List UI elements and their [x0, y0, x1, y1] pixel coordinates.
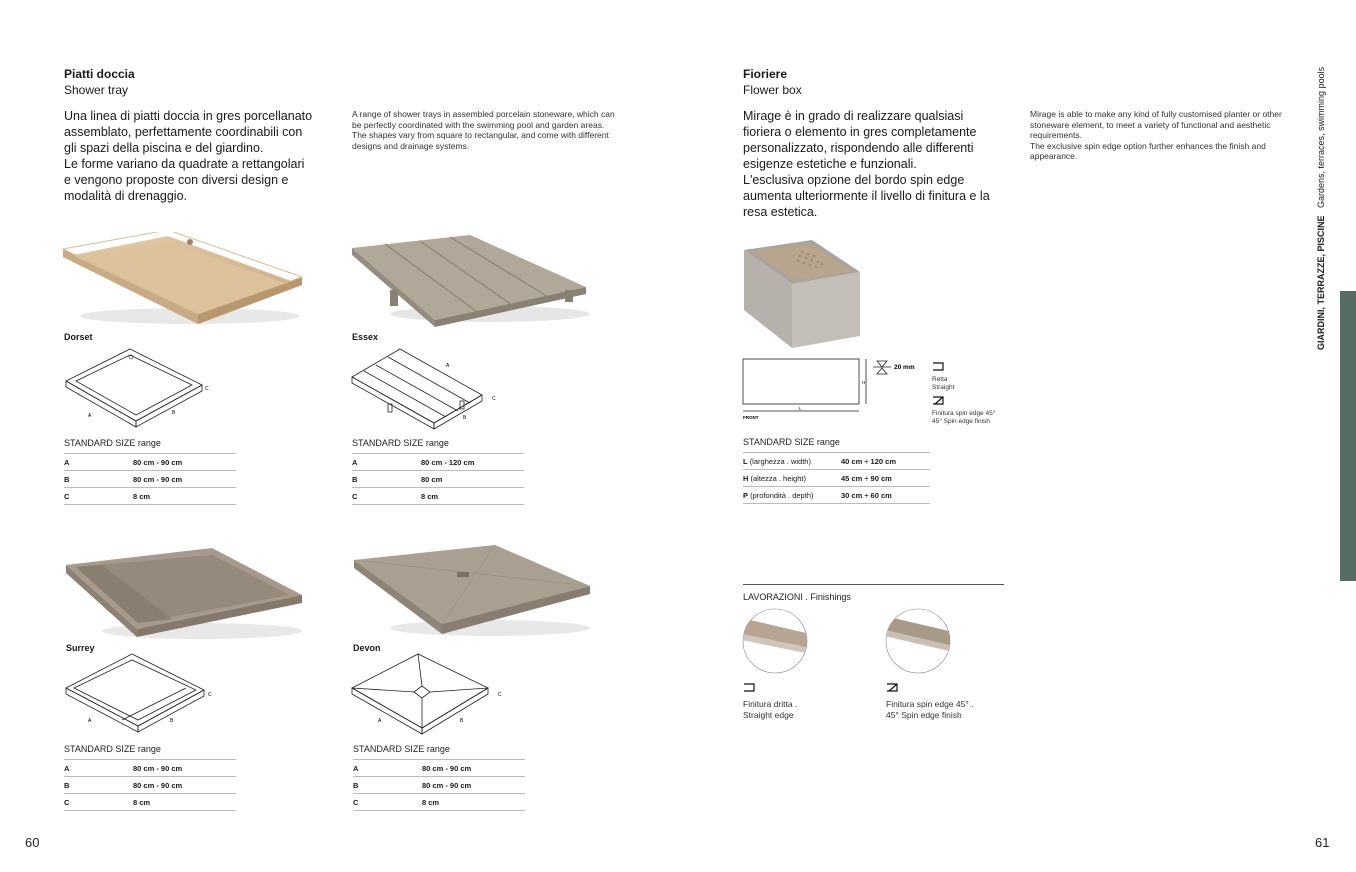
edge-legend — [932, 358, 995, 426]
spin-edge-icon — [932, 396, 944, 405]
table-row: P (profondità . depth) 30 cm ÷ 60 cm — [743, 487, 930, 504]
straight-edge-icon — [932, 362, 944, 371]
diagram-label-b: B — [170, 718, 174, 724]
table-row: C 8 cm — [64, 488, 236, 505]
diagram-label-a: A — [378, 718, 382, 724]
table-row: C 8 cm — [64, 794, 236, 811]
product-name-essex: Essex — [352, 332, 379, 342]
product-name-devon: Devon — [353, 643, 381, 653]
table-row: L (larghezza . width) 40 cm ÷ 120 cm — [743, 453, 930, 470]
side-section-label: GIARDINI, TERRAZZE, PISCINE Gardens, terraces, swimming pools — [1316, 66, 1326, 350]
product-name-dorset: Dorset — [64, 332, 93, 342]
flower-box-size-table — [743, 452, 930, 504]
surrey-size-table — [64, 759, 236, 811]
dorset-technical-drawing — [62, 345, 222, 430]
diagram-label-b: B — [172, 410, 176, 416]
surrey-photo — [62, 545, 307, 640]
diagram-label-a: A — [446, 363, 450, 369]
diagram-label-b: B — [460, 718, 464, 724]
spin-edge-detail-photo — [885, 608, 953, 676]
height-label: H — [862, 380, 866, 385]
devon-technical-drawing — [350, 652, 510, 737]
english-description: Mirage is able to make any kind of fully customised planter or other stoneware element, to meet a variety of functional and aesthetic requirements. The exclusive spin edge option further enhances the finish and appearance. — [1030, 109, 1282, 161]
legend-straight: Straight — [932, 384, 955, 391]
diagram-label-c: C — [208, 692, 212, 698]
page-number: 60 — [25, 835, 40, 850]
table-row: A 80 cm - 90 cm — [64, 454, 236, 471]
dorset-size-table — [64, 453, 236, 505]
flower-box-photo — [742, 238, 867, 353]
straight-edge-icon — [743, 683, 755, 692]
surrey-technical-drawing — [62, 652, 222, 737]
diagram-label-c: C — [205, 386, 209, 392]
devon-size-table — [353, 759, 525, 811]
table-row: A 80 cm - 120 cm — [352, 454, 524, 471]
section-title: Piatti doccia — [64, 67, 135, 81]
standard-size-label: STANDARD SIZE range — [64, 438, 161, 448]
standard-size-label: STANDARD SIZE range — [743, 437, 840, 447]
flower-box-technical-drawing — [741, 355, 921, 423]
diagram-label-b: B — [463, 415, 467, 421]
standard-size-label: STANDARD SIZE range — [353, 744, 450, 754]
english-description: A range of shower trays in assembled porcelain stoneware, which can be perfectly coordinated with the swimming pool and garden areas. The shapes vary from square to rectangular, and come with different designs and drainage systems. — [352, 109, 615, 151]
essex-photo — [350, 232, 590, 327]
devon-photo — [350, 542, 595, 637]
section-title: Fioriere — [743, 67, 788, 81]
thickness-label: 20 mm — [894, 364, 915, 371]
italian-description: Una linea di piatti doccia in gres porcellanato assemblato, perfettamente coordinabili con gli spazi della piscina e del giardino. Le forme variano da quadrate a rettangolari e vengono proposte con diversi design e modalità di drenaggio. — [64, 109, 313, 203]
divider — [743, 584, 1004, 585]
straight-edge-detail-photo — [742, 608, 810, 676]
table-row: A 80 cm - 90 cm — [353, 760, 525, 777]
legend-spin-en: 45° Spin edge finish — [932, 418, 990, 425]
standard-size-label: STANDARD SIZE range — [352, 438, 449, 448]
table-row: H (altezza . height) 45 cm ÷ 90 cm — [743, 470, 930, 487]
left-section-header — [64, 67, 135, 97]
table-row: A 80 cm - 90 cm — [64, 760, 236, 777]
length-label: L — [799, 406, 802, 411]
table-row: B 80 cm - 90 cm — [353, 777, 525, 794]
table-row: B 80 cm - 90 cm — [64, 471, 236, 488]
diagram-label-c: C — [498, 692, 502, 698]
section-subtitle: Shower tray — [64, 83, 129, 97]
diagram-label-a: A — [88, 718, 92, 724]
legend-retta: Retta — [932, 376, 948, 383]
table-row: B 80 cm — [352, 471, 524, 488]
page-number: 61 — [1315, 835, 1330, 850]
essex-technical-drawing — [350, 345, 500, 430]
table-row: B 80 cm - 90 cm — [64, 777, 236, 794]
italian-description: Mirage è in grado di realizzare qualsiasi fioriera o elemento in gres completamente personalizzato, rispondendo alle differenti esigenze estetiche e funzionali. L'esclusiva opzione del bordo spin edge aumenta ulteriormente il livello di finitura e la resa estetica. — [743, 109, 990, 219]
right-section-header — [743, 67, 802, 97]
table-row: C 8 cm — [352, 488, 524, 505]
front-label: FRONT — [743, 415, 759, 420]
product-name-surrey: Surrey — [66, 643, 95, 653]
finishing-straight-caption: Finitura dritta . Straight edge — [743, 699, 798, 720]
diagram-label-c: C — [492, 396, 496, 402]
diagram-label-a: A — [88, 413, 92, 419]
finishings-label: LAVORAZIONI . Finishings — [743, 592, 851, 602]
side-color-tab — [1340, 291, 1356, 581]
essex-size-table — [352, 453, 524, 505]
dorset-photo — [60, 232, 305, 327]
finishing-spin-caption: Finitura spin edge 45° . 45° Spin edge finish — [886, 699, 974, 720]
table-row: C 8 cm — [353, 794, 525, 811]
legend-spin-it: Finitura spin edge 45° — [932, 410, 996, 417]
spin-edge-icon — [886, 683, 898, 692]
standard-size-label: STANDARD SIZE range — [64, 744, 161, 754]
section-subtitle: Flower box — [743, 83, 802, 97]
